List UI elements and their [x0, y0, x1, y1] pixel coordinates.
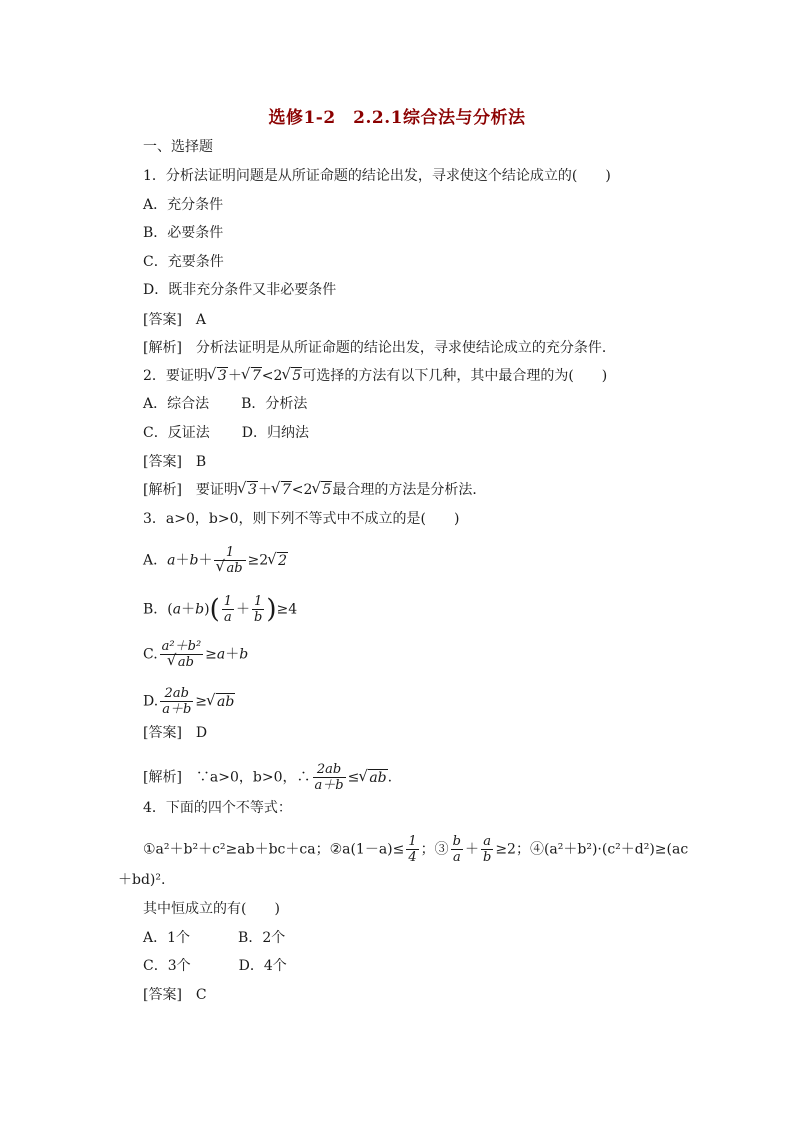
- q4-options-row2: [143, 956, 287, 976]
- q4-answer: [答案] C: [143, 987, 207, 1003]
- q2-analysis-post: 最合理的方法是分析法．: [332, 482, 487, 498]
- q2-analysis-pre: [解析] 要证明: [143, 482, 238, 498]
- sqrt-7b: √ 7: [273, 480, 292, 500]
- q2-stem: 2．要证明√ 3＋√ 7<2√ 5可选择的方法有以下几种，其中最合理的为( ): [143, 366, 607, 386]
- q1-stem: 1．分析法证明问题是从所证命题的结论出发，寻求使这个结论成立的( ): [143, 168, 611, 184]
- q2-answer: [答案] B: [143, 454, 207, 470]
- q4-options-row1: [143, 928, 285, 948]
- q4-inequalities-line2: ＋bd)².: [118, 872, 166, 888]
- q3-option-b: B．(a＋b)( $\frac{1}{a}$ ＋ $\frac{1}{b}$ )≥4: [143, 594, 298, 625]
- q1-option-b: B．必要条件: [143, 225, 224, 241]
- q3-option-c: C. a²＋b² √ ab ≥a＋b: [143, 639, 248, 670]
- q3-option-d: D. $\frac{2ab}{a+b}$ ≥√ ab: [143, 686, 235, 717]
- q4-option-a: A．1个: [143, 930, 191, 946]
- q2-option-b: B．分析法: [241, 396, 308, 412]
- section-heading: 一、选择题: [143, 139, 213, 155]
- q1-answer: [答案] A: [143, 312, 207, 328]
- q2-analysis: [解析] 要证明√ 3＋√ 7<2√ 5最合理的方法是分析法．: [143, 480, 486, 500]
- q3-analysis: [解析] ∵a>0，b>0，∴ $\frac{2ab}{a+b}$ ≤√ ab.: [143, 762, 392, 793]
- q4-prompt: 其中恒成立的有( ): [143, 901, 280, 917]
- q3-option-a-label: A．: [143, 552, 168, 569]
- q2-option-d: D．归纳法: [241, 425, 309, 441]
- page-title: 选修1-2 2.2.1综合法与分析法: [268, 108, 526, 128]
- q2-option-c: C．反证法: [143, 425, 210, 441]
- q4-line1-c: ≥2；④(a²＋b²)·(c²＋d²)≥(ac: [495, 841, 689, 858]
- q2-stem-pre: 2．要证明: [143, 368, 208, 384]
- q1-option-c: C．充要条件: [143, 254, 224, 270]
- sqrt-5: √ 5: [283, 366, 302, 386]
- q4-option-d: D．4个: [238, 958, 287, 974]
- q1-option-a: A．充分条件: [143, 197, 224, 213]
- q3-answer: [答案] D: [143, 725, 208, 741]
- q3-analysis-pre: [解析] ∵a>0，b>0，∴: [143, 769, 311, 786]
- q2-options-row1: [143, 394, 307, 414]
- q4-stem: 4．下面的四个不等式：: [143, 800, 292, 816]
- sqrt-5b: √ 5: [313, 480, 332, 500]
- q3-option-b-label: B．: [143, 601, 168, 618]
- q1-analysis: [解析] 分析法证明是从所证命题的结论出发，寻求使结论成立的充分条件．: [143, 340, 616, 356]
- q3-option-d-label: D.: [143, 693, 159, 710]
- q4-option-b: B．2个: [238, 930, 286, 946]
- q3-stem: 3．a>0，b>0，则下列不等式中不成立的是( ): [143, 511, 460, 527]
- sqrt-3b: √ 3: [239, 480, 258, 500]
- q4-option-c: C．3个: [143, 958, 191, 974]
- sqrt-7: √ 7: [243, 366, 262, 386]
- q4-line1-a: ①a²＋b²＋c²≥ab＋bc＋ca；②a(1－a)≤: [143, 841, 405, 858]
- q1-option-d: D．既非充分条件又非必要条件: [143, 282, 337, 298]
- q2-options-row2: [143, 423, 309, 443]
- q2-stem-post: 可选择的方法有以下几种，其中最合理的为( ): [302, 368, 608, 384]
- q3-option-a: A．a＋b＋ 1 √ ab ≥2√ 2: [143, 545, 288, 576]
- q4-inequalities-line1: ①a²＋b²＋c²≥ab＋bc＋ca；②a(1－a)≤ $\frac{1}{4}$ ；③ $\frac{b}{a}$ ＋ $\frac{a}{b}$ ≥2；④(a²＋b²)·(c²＋d²)≥(ac: [143, 834, 689, 865]
- q2-option-a: A．综合法: [143, 396, 210, 412]
- sqrt-3: √ 3: [209, 366, 228, 386]
- q3-option-c-label: C.: [143, 646, 158, 663]
- fraction: 1 √ ab: [214, 545, 245, 576]
- q4-line1-b: ；③: [420, 841, 449, 858]
